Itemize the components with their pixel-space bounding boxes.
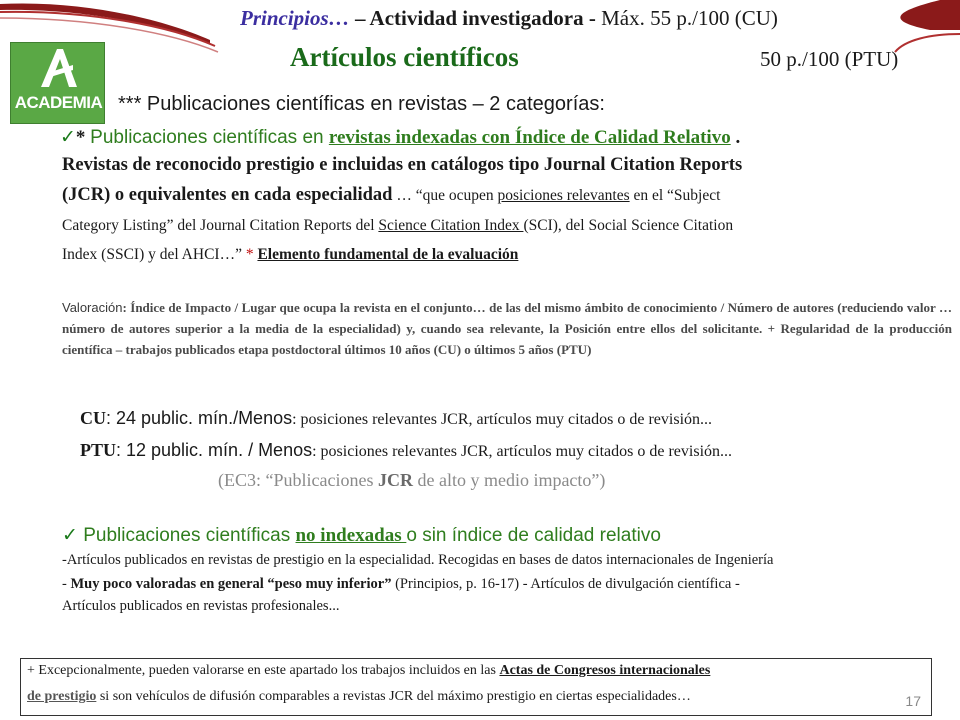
footer-line-1-underline: Actas de Congresos internacionales: [499, 663, 711, 678]
categories-heading: *** Publicaciones científicas en revistas – 2 categorías:: [118, 93, 605, 115]
indexed-emphasis: revistas indexadas con Índice de Calidad Relativo: [328, 127, 731, 148]
header-actividad: Actividad investigadora: [369, 6, 584, 30]
requirement-ptu-count: : 12 public. mín. / Menos: [116, 440, 313, 460]
indexed-heading: [60, 126, 740, 149]
indexed-line-2-b: en el “Subject: [629, 187, 721, 204]
non-indexed-rest: o sin índice de calidad relativo: [406, 525, 661, 546]
valoracion-label: Valoración: [62, 300, 123, 315]
non-indexed-line-2: [62, 576, 740, 593]
footer-line-1-a: + Excepcionalmente, pueden valorarse en este apartado los trabajos incluidos en las: [27, 663, 500, 678]
indexed-line-4-asterisk: *: [245, 246, 258, 263]
requirement-cu-rest: : posiciones relevantes JCR, artículos muy citados o de revisión...: [292, 411, 713, 428]
ec3-note-a: (EC3: “Publicaciones: [218, 470, 378, 490]
non-indexed-lead: Publicaciones científicas: [77, 525, 296, 546]
indexed-line-4: [62, 246, 518, 264]
non-indexed-line-1: -Artículos publicados en revistas de prestigio en la especialidad. Recogidas en bases de datos internacionales de Ingeniería: [62, 552, 774, 568]
indexed-line-2: [62, 185, 720, 206]
footer-line-2-underline: de prestigio: [27, 689, 97, 704]
non-indexed-emphasis: no indexadas: [295, 525, 407, 546]
indexed-line-2-bold: (JCR) o equivalentes en cada especialidad: [62, 185, 393, 205]
requirement-ptu: [80, 440, 732, 461]
academia-logo: [10, 42, 105, 124]
requirement-ptu-rest: : posiciones relevantes JCR, artículos muy citados o de revisión...: [312, 443, 733, 460]
requirement-ptu-label: PTU: [80, 440, 116, 460]
checkmark-icon: ✓: [62, 524, 78, 546]
indexed-dot: .: [730, 127, 741, 148]
valoracion-paragraph: [62, 297, 952, 360]
checkmark-icon: ✓: [60, 126, 76, 148]
indexed-star: *: [75, 127, 91, 148]
non-indexed-line-2-bold: Muy poco valoradas en general “peso muy inferior”: [70, 576, 392, 592]
header-max-cu: Máx. 55 p./100 (CU): [601, 6, 778, 30]
page-title: Artículos científicos: [290, 42, 519, 72]
indexed-line-3-b: (SCI), del Social Science Citation: [523, 217, 734, 234]
indexed-line-4-a: Index (SSCI) y del AHCI…”: [62, 246, 246, 263]
footer-line-2: [27, 689, 691, 705]
header-principios: Principios…: [240, 6, 350, 30]
page-number: 17: [905, 693, 921, 709]
ec3-note-c: de alto y medio impacto”): [412, 470, 606, 490]
academia-logo-mark: [11, 43, 105, 95]
indexed-line-1: Revistas de reconocido prestigio e incluidas en catálogos tipo Journal Citation Reports: [62, 155, 743, 175]
indexed-line-4-element: Elemento fundamental de la evaluación: [257, 246, 519, 263]
requirement-cu-label: CU: [80, 408, 106, 428]
footer-line-2-b: si son vehículos de difusión comparables a revistas JCR del máximo prestigio en ciertas especialidades…: [96, 689, 691, 704]
non-indexed-line-2-a: -: [62, 576, 71, 592]
header-title-line: [240, 6, 778, 31]
indexed-line-3-a: Category Listing” del Journal Citation Reports del: [62, 217, 379, 234]
non-indexed-line-2-c: (Principios, p. 16-17) - Artículos de divulgación científica -: [391, 576, 740, 592]
footer-line-1: [27, 663, 710, 679]
footer-note-box: [20, 658, 932, 716]
indexed-line-3: [62, 217, 733, 235]
ec3-note: [218, 470, 605, 491]
non-indexed-heading: [62, 524, 661, 547]
non-indexed-line-3: Artículos publicados en revistas profesionales...: [62, 598, 340, 614]
indexed-line-2-underline: posiciones relevantes: [497, 187, 630, 204]
header-dash-2: -: [583, 6, 602, 30]
header-dash: –: [349, 6, 370, 30]
indexed-lead: Publicaciones científicas en: [90, 127, 329, 148]
requirement-cu: [80, 408, 712, 429]
header-max-ptu: 50 p./100 (PTU): [760, 47, 899, 71]
indexed-line-2-a: … “que ocupen: [392, 187, 498, 204]
academia-logo-text: ACADEMIA: [14, 93, 103, 112]
requirement-cu-count: : 24 public. mín./Menos: [106, 408, 293, 428]
valoracion-text: : Índice de Impacto / Lugar que ocupa la revista en el conjunto… de las del mismo ámbito de conocimiento / Número de autores (reduciendo valor … número de autores superior a la media de la especialidad) y, cuando sea relevante, la Posición entre ellos del solicitante. + Regularidad de la producción científica – trabajos publicados etapa postdoctoral últimos 10 años (CU) o últimos 5 años (PTU): [62, 300, 952, 357]
ec3-note-jcr: JCR: [377, 470, 413, 490]
indexed-line-3-underline: Science Citation Index: [378, 217, 524, 234]
